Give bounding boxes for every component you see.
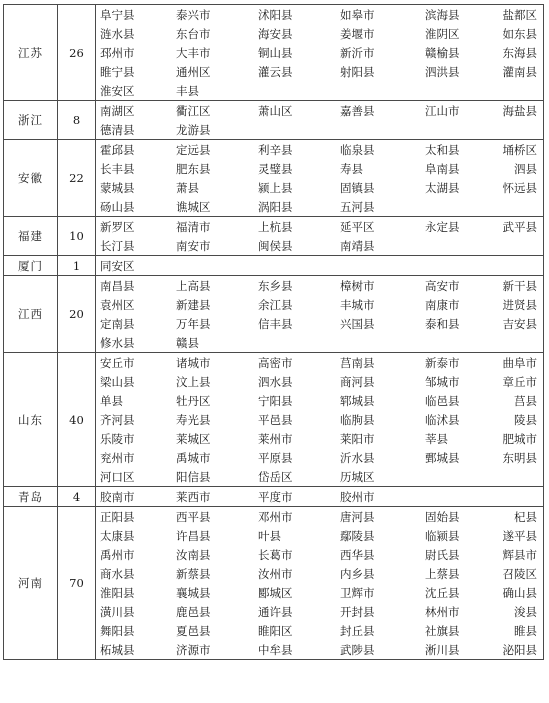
table-row bbox=[4, 101, 544, 140]
county-name: 睢阳区 bbox=[258, 623, 293, 638]
county-name: 永定县 bbox=[425, 219, 460, 234]
county-name: 萧山区 bbox=[258, 103, 293, 118]
county-name: 涟水县 bbox=[100, 26, 135, 41]
table-row bbox=[4, 353, 544, 487]
county-name: 修水县 bbox=[100, 335, 135, 350]
county-name: 谯城区 bbox=[176, 199, 211, 214]
county-name: 新沂市 bbox=[340, 45, 375, 60]
count-cell: 1 bbox=[58, 256, 96, 276]
county-name: 高安市 bbox=[425, 278, 460, 293]
county-name: 海盐县 bbox=[502, 103, 537, 118]
county-name: 淮安区 bbox=[100, 83, 135, 98]
county-name: 太湖县 bbox=[425, 180, 460, 195]
table-row bbox=[4, 140, 544, 217]
table-row bbox=[4, 5, 544, 101]
counties-cell bbox=[96, 5, 544, 101]
county-name: 高密市 bbox=[258, 355, 293, 370]
counties-cell bbox=[96, 353, 544, 487]
table-row bbox=[4, 487, 544, 507]
count-cell: 22 bbox=[58, 140, 96, 217]
county-name: 泌阳县 bbox=[502, 642, 537, 657]
county-name: 赣榆县 bbox=[425, 45, 460, 60]
province-cell: 浙江 bbox=[4, 101, 58, 140]
county-name: 襄城县 bbox=[176, 585, 211, 600]
county-name: 开封县 bbox=[340, 604, 375, 619]
county-name: 泗县 bbox=[514, 161, 537, 176]
county-name: 新泰市 bbox=[425, 355, 460, 370]
county-name: 东台市 bbox=[176, 26, 211, 41]
county-name: 寿光县 bbox=[176, 412, 211, 427]
county-name: 平邑县 bbox=[258, 412, 293, 427]
county-name: 中牟县 bbox=[258, 642, 293, 657]
county-name: 南湖区 bbox=[100, 103, 135, 118]
county-name: 淅川县 bbox=[425, 642, 460, 657]
county-name: 滨海县 bbox=[425, 7, 460, 22]
count-cell: 8 bbox=[58, 101, 96, 140]
county-grid bbox=[100, 487, 539, 506]
county-name: 长丰县 bbox=[100, 161, 135, 176]
county-name: 南康市 bbox=[425, 297, 460, 312]
count-cell: 26 bbox=[58, 5, 96, 101]
county-name: 丰城市 bbox=[340, 297, 375, 312]
county-name: 曲阜市 bbox=[502, 355, 537, 370]
county-name: 阜宁县 bbox=[100, 7, 135, 22]
county-grid bbox=[100, 101, 539, 139]
county-name: 诸城市 bbox=[176, 355, 211, 370]
county-name: 沈丘县 bbox=[425, 585, 460, 600]
county-name: 林州市 bbox=[425, 604, 460, 619]
county-table bbox=[3, 4, 544, 660]
county-name: 齐河县 bbox=[100, 412, 135, 427]
county-name: 潢川县 bbox=[100, 604, 135, 619]
counties-cell bbox=[96, 507, 544, 660]
county-name: 沂水县 bbox=[340, 450, 375, 465]
county-name: 汝南县 bbox=[176, 547, 211, 562]
table-row bbox=[4, 276, 544, 353]
county-name: 单县 bbox=[100, 393, 123, 408]
county-name: 五河县 bbox=[340, 199, 375, 214]
county-name: 乐陵市 bbox=[100, 431, 135, 446]
county-name: 樟树市 bbox=[340, 278, 375, 293]
county-name: 上蔡县 bbox=[425, 566, 460, 581]
county-name: 遂平县 bbox=[502, 528, 537, 543]
county-name: 辉县市 bbox=[502, 547, 537, 562]
county-name: 平度市 bbox=[258, 489, 293, 504]
county-name: 正阳县 bbox=[100, 509, 135, 524]
county-name: 铜山县 bbox=[258, 45, 293, 60]
county-name: 海安县 bbox=[258, 26, 293, 41]
county-name: 社旗县 bbox=[425, 623, 460, 638]
county-name: 龙游县 bbox=[176, 122, 211, 137]
county-name: 万年县 bbox=[176, 316, 211, 331]
county-name: 商河县 bbox=[340, 374, 375, 389]
province-cell: 安徽 bbox=[4, 140, 58, 217]
county-name: 吉安县 bbox=[502, 316, 537, 331]
table-body bbox=[4, 5, 544, 660]
county-name: 鄄城县 bbox=[425, 450, 460, 465]
county-name: 江山市 bbox=[425, 103, 460, 118]
county-name: 肥东县 bbox=[176, 161, 211, 176]
count-cell: 20 bbox=[58, 276, 96, 353]
county-name: 沭阳县 bbox=[258, 7, 293, 22]
county-name: 信丰县 bbox=[258, 316, 293, 331]
county-name: 太康县 bbox=[100, 528, 135, 543]
county-name: 睢县 bbox=[514, 623, 537, 638]
county-name: 邳州市 bbox=[100, 45, 135, 60]
county-name: 南昌县 bbox=[100, 278, 135, 293]
county-name: 长葛市 bbox=[258, 547, 293, 562]
county-name: 梁山县 bbox=[100, 374, 135, 389]
county-name: 郾城区 bbox=[258, 585, 293, 600]
count-cell: 10 bbox=[58, 217, 96, 256]
county-name: 内乡县 bbox=[340, 566, 375, 581]
county-name: 灵璧县 bbox=[258, 161, 293, 176]
county-name: 延平区 bbox=[340, 219, 375, 234]
county-name: 封丘县 bbox=[340, 623, 375, 638]
county-name: 新罗区 bbox=[100, 219, 135, 234]
county-name: 兖州市 bbox=[100, 450, 135, 465]
county-name: 禹州市 bbox=[100, 547, 135, 562]
county-name: 陵县 bbox=[514, 412, 537, 427]
county-name: 嘉善县 bbox=[340, 103, 375, 118]
county-name: 固镇县 bbox=[340, 180, 375, 195]
county-name: 利辛县 bbox=[258, 142, 293, 157]
county-name: 泰和县 bbox=[425, 316, 460, 331]
county-name: 淮阳县 bbox=[100, 585, 135, 600]
county-name: 鄢陵县 bbox=[340, 528, 375, 543]
county-name: 舞阳县 bbox=[100, 623, 135, 638]
county-name: 临泉县 bbox=[340, 142, 375, 157]
county-name: 福清市 bbox=[176, 219, 211, 234]
province-cell: 河南 bbox=[4, 507, 58, 660]
county-name: 唐河县 bbox=[340, 509, 375, 524]
table-row bbox=[4, 507, 544, 660]
county-name: 卫辉市 bbox=[340, 585, 375, 600]
county-name: 睢宁县 bbox=[100, 64, 135, 79]
county-name: 莱西市 bbox=[176, 489, 211, 504]
county-name: 莱城区 bbox=[176, 431, 211, 446]
county-name: 河口区 bbox=[100, 469, 135, 484]
county-name: 衢江区 bbox=[176, 103, 211, 118]
county-name: 牡丹区 bbox=[176, 393, 211, 408]
county-name: 汝州市 bbox=[258, 566, 293, 581]
counties-cell bbox=[96, 217, 544, 256]
county-name: 如东县 bbox=[502, 26, 537, 41]
county-name: 胶南市 bbox=[100, 489, 135, 504]
county-name: 姜堰市 bbox=[340, 26, 375, 41]
county-name: 莘县 bbox=[425, 431, 448, 446]
county-name: 进贤县 bbox=[502, 297, 537, 312]
county-name: 南安市 bbox=[176, 238, 211, 253]
county-name: 砀山县 bbox=[100, 199, 135, 214]
province-cell: 山东 bbox=[4, 353, 58, 487]
county-name: 泗洪县 bbox=[425, 64, 460, 79]
county-name: 颍上县 bbox=[258, 180, 293, 195]
county-name: 埇桥区 bbox=[502, 142, 537, 157]
county-name: 东明县 bbox=[502, 450, 537, 465]
counties-cell bbox=[96, 256, 544, 276]
county-name: 袁州区 bbox=[100, 297, 135, 312]
county-name: 泰兴市 bbox=[176, 7, 211, 22]
county-name: 临沭县 bbox=[425, 412, 460, 427]
county-name: 召陵区 bbox=[502, 566, 537, 581]
county-name: 浚县 bbox=[514, 604, 537, 619]
county-name: 安丘市 bbox=[100, 355, 135, 370]
county-name: 灌云县 bbox=[258, 64, 293, 79]
county-name: 莒南县 bbox=[340, 355, 375, 370]
county-name: 萧县 bbox=[176, 180, 199, 195]
county-name: 胶州市 bbox=[340, 489, 375, 504]
county-name: 太和县 bbox=[425, 142, 460, 157]
county-name: 怀远县 bbox=[502, 180, 537, 195]
county-name: 柘城县 bbox=[100, 642, 135, 657]
county-name: 宁阳县 bbox=[258, 393, 293, 408]
count-cell: 70 bbox=[58, 507, 96, 660]
county-name: 涡阳县 bbox=[258, 199, 293, 214]
county-name: 临朐县 bbox=[340, 412, 375, 427]
county-name: 丰县 bbox=[176, 83, 199, 98]
count-cell: 40 bbox=[58, 353, 96, 487]
county-name: 岱岳区 bbox=[258, 469, 293, 484]
county-name: 余江县 bbox=[258, 297, 293, 312]
table-row bbox=[4, 217, 544, 256]
counties-cell bbox=[96, 140, 544, 217]
county-name: 射阳县 bbox=[340, 64, 375, 79]
county-name: 章丘市 bbox=[502, 374, 537, 389]
county-name: 禹城市 bbox=[176, 450, 211, 465]
county-name: 肥城市 bbox=[502, 431, 537, 446]
county-name: 汶上县 bbox=[176, 374, 211, 389]
county-name: 定远县 bbox=[176, 142, 211, 157]
county-name: 同安区 bbox=[100, 258, 135, 273]
county-name: 霍邱县 bbox=[100, 142, 135, 157]
county-name: 临邑县 bbox=[425, 393, 460, 408]
count-cell: 4 bbox=[58, 487, 96, 507]
county-name: 固始县 bbox=[425, 509, 460, 524]
county-name: 邹城市 bbox=[425, 374, 460, 389]
county-name: 蒙城县 bbox=[100, 180, 135, 195]
county-name: 历城区 bbox=[340, 469, 375, 484]
county-name: 西华县 bbox=[340, 547, 375, 562]
county-name: 兴国县 bbox=[340, 316, 375, 331]
table-row bbox=[4, 256, 544, 276]
county-name: 淮阴区 bbox=[425, 26, 460, 41]
county-name: 东乡县 bbox=[258, 278, 293, 293]
county-name: 平原县 bbox=[258, 450, 293, 465]
county-grid bbox=[100, 256, 539, 275]
county-name: 杞县 bbox=[514, 509, 537, 524]
county-name: 西平县 bbox=[176, 509, 211, 524]
county-name: 上高县 bbox=[176, 278, 211, 293]
province-cell: 厦门 bbox=[4, 256, 58, 276]
county-name: 确山县 bbox=[502, 585, 537, 600]
county-name: 泗水县 bbox=[258, 374, 293, 389]
county-grid bbox=[100, 5, 539, 100]
counties-cell bbox=[96, 101, 544, 140]
county-name: 大丰市 bbox=[176, 45, 211, 60]
county-grid bbox=[100, 217, 539, 255]
county-name: 莱州市 bbox=[258, 431, 293, 446]
county-name: 新干县 bbox=[502, 278, 537, 293]
county-name: 寿县 bbox=[340, 161, 363, 176]
county-name: 赣县 bbox=[176, 335, 199, 350]
county-name: 通许县 bbox=[258, 604, 293, 619]
counties-cell bbox=[96, 487, 544, 507]
county-grid bbox=[100, 140, 539, 216]
county-name: 叶县 bbox=[258, 528, 281, 543]
county-name: 德清县 bbox=[100, 122, 135, 137]
county-name: 新建县 bbox=[176, 297, 211, 312]
county-name: 夏邑县 bbox=[176, 623, 211, 638]
province-cell: 福建 bbox=[4, 217, 58, 256]
county-name: 许昌县 bbox=[176, 528, 211, 543]
county-grid bbox=[100, 276, 539, 352]
county-name: 尉氏县 bbox=[425, 547, 460, 562]
county-name: 定南县 bbox=[100, 316, 135, 331]
county-name: 盐都区 bbox=[502, 7, 537, 22]
county-name: 郓城县 bbox=[340, 393, 375, 408]
county-name: 阜南县 bbox=[425, 161, 460, 176]
county-name: 东海县 bbox=[502, 45, 537, 60]
province-cell: 青岛 bbox=[4, 487, 58, 507]
county-name: 济源市 bbox=[176, 642, 211, 657]
county-name: 临颍县 bbox=[425, 528, 460, 543]
county-name: 上杭县 bbox=[258, 219, 293, 234]
counties-cell bbox=[96, 276, 544, 353]
county-name: 通州区 bbox=[176, 64, 211, 79]
county-name: 商水县 bbox=[100, 566, 135, 581]
county-name: 阳信县 bbox=[176, 469, 211, 484]
county-name: 灌南县 bbox=[502, 64, 537, 79]
county-name: 南靖县 bbox=[340, 238, 375, 253]
county-name: 长汀县 bbox=[100, 238, 135, 253]
county-name: 如皋市 bbox=[340, 7, 375, 22]
county-grid bbox=[100, 353, 539, 486]
province-cell: 江苏 bbox=[4, 5, 58, 101]
province-cell: 江西 bbox=[4, 276, 58, 353]
county-grid bbox=[100, 507, 539, 659]
county-name: 新蔡县 bbox=[176, 566, 211, 581]
county-name: 莒县 bbox=[514, 393, 537, 408]
county-name: 闽侯县 bbox=[258, 238, 293, 253]
county-name: 邓州市 bbox=[258, 509, 293, 524]
county-name: 武平县 bbox=[502, 219, 537, 234]
county-name: 莱阳市 bbox=[340, 431, 375, 446]
county-name: 武陟县 bbox=[340, 642, 375, 657]
county-name: 鹿邑县 bbox=[176, 604, 211, 619]
